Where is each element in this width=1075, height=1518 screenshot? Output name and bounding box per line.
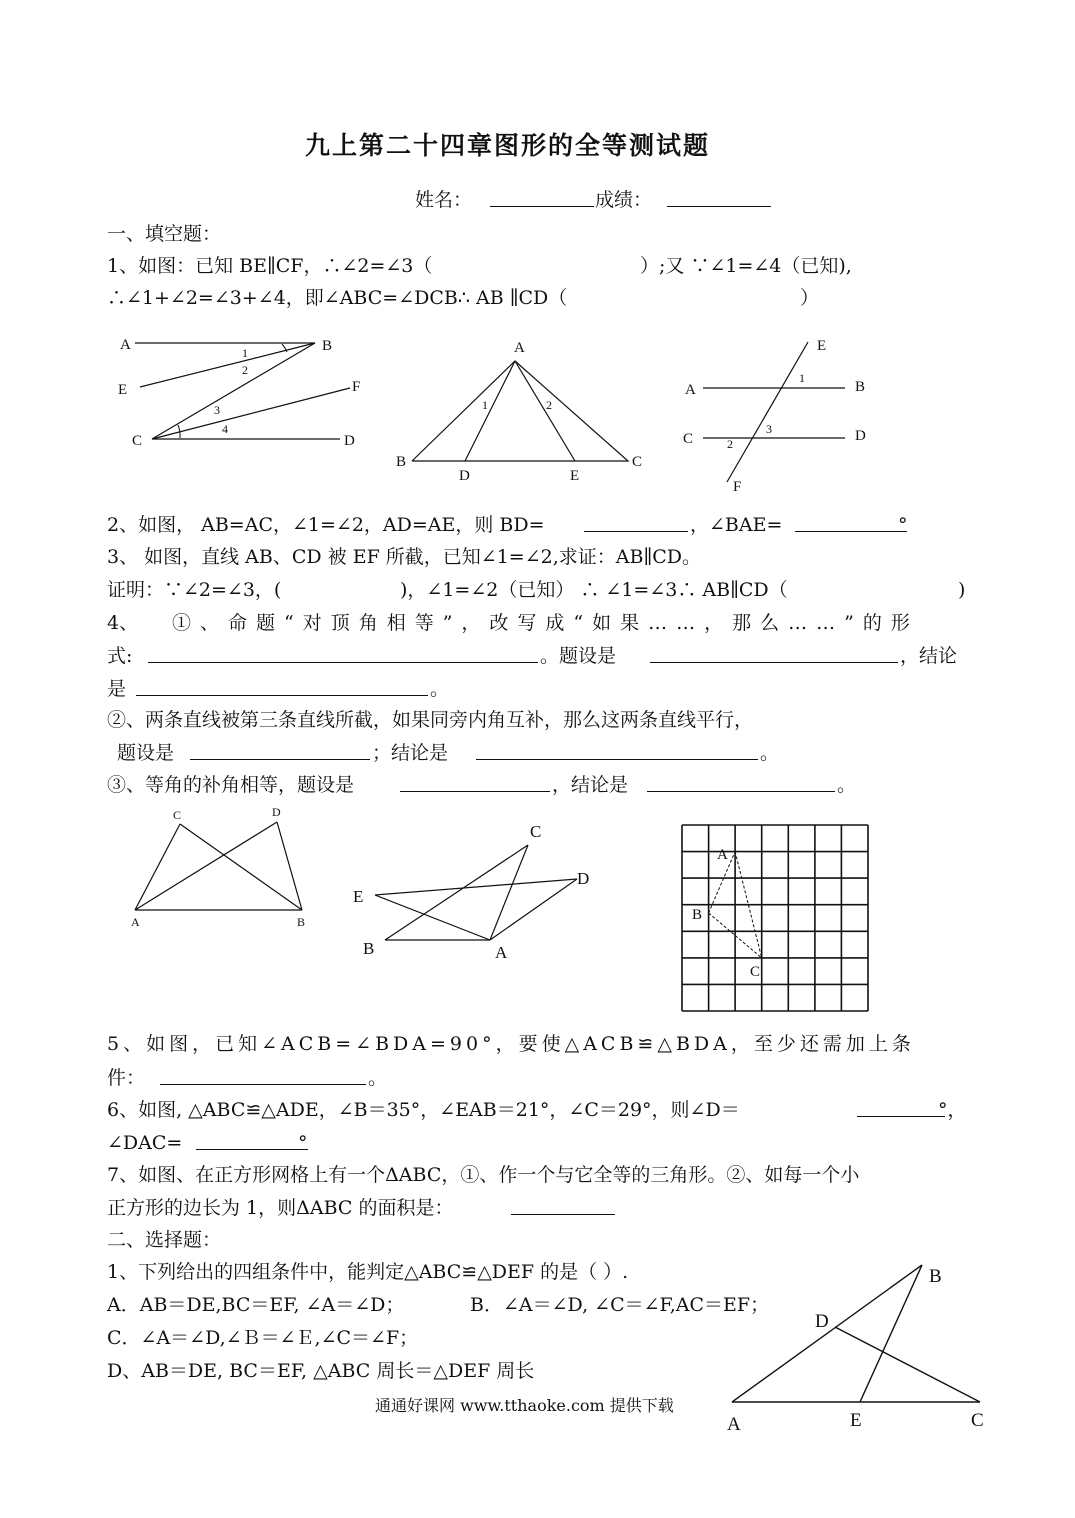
q2-bae-field[interactable] [795,513,907,538]
q4-line1: ①、命题“对顶角相等”，改写成“如果……，那么……”的形 [172,612,919,634]
fig1-angle-1: 1 [242,346,248,360]
mc1-option-a[interactable]: A．AB＝DE,BC＝EF, ∠A＝∠D； [107,1294,405,1316]
q7-line1: 7、如图、在正方形网格上有一个ΔABC，①、作一个与它全等的三角形。②、如每一个小 [107,1164,860,1186]
figure-5 [345,815,605,965]
score-label: 成绩： [595,189,653,211]
fig7-label-B: B [929,1266,942,1287]
fig1-angle-2: 2 [242,363,248,377]
fig1-angle-4: 4 [222,422,228,436]
q4-line5-c: 。 [760,742,780,764]
fig1-label-D: D [344,433,355,449]
fig1-label-A: A [120,337,131,353]
q4-3-premise-field[interactable] [400,773,550,798]
fig7-label-A: A [727,1414,741,1435]
figure-1 [100,330,370,460]
fig4-label-A: A [131,915,140,929]
figure-4 [125,800,320,935]
q4-line3-a: 是 [107,678,127,700]
q4-line2-b: 。题设是 [540,645,617,667]
q7-area-field[interactable] [511,1196,615,1221]
figure-2 [390,330,660,485]
fig2-label-B: B [396,454,407,470]
fig6-label-C: C [750,964,761,980]
fig5-label-C: C [530,822,542,841]
fig7-label-D: D [815,1311,829,1332]
name-label: 姓名： [415,189,473,211]
fig4-label-D: D [272,805,281,819]
q5-line1: 5、如图，已知∠ACB=∠BDA=90°，要使△ACB≌△BDA，至少还需加上条 [107,1033,915,1055]
q1-line2-a: ∴∠1+∠2=∠3+∠4，即∠ABC=∠DCB∴ AB ∥CD（ [107,287,568,309]
q5-line2-a: 件： [107,1067,146,1089]
q4-line2-c: ，结论 [900,645,958,667]
fig2-label-A: A [514,340,525,356]
fig5-label-D: D [577,869,590,888]
fig2-label-C: C [632,454,643,470]
figure-6 [670,815,885,1020]
q4-line5-b: ；结论是 [372,742,449,764]
q4-number: 4、 [107,612,139,634]
fig6-label-B: B [692,907,703,923]
q5-line2-b: 。 [368,1067,388,1089]
q4-premise-field[interactable] [650,644,898,669]
fig3-label-E: E [817,338,827,354]
q4-line6-b: ，结论是 [552,774,629,796]
fig7-label-C: C [971,1410,984,1431]
q2-text-a: 2、如图， AB=AC，∠1=∠2，AD=AE，则 BD= [107,514,545,536]
fig3-angle-1: 1 [799,371,805,385]
fig1-label-B: B [322,338,333,354]
grid [682,825,868,1011]
mc1-stem: 1、下列给出的四组条件中，能判定△ABC≌△DEF 的是（ ）. [107,1261,629,1283]
mc1-option-b[interactable]: B．∠A＝∠D, ∠C＝∠F,AC＝EF； [470,1294,770,1316]
q2-text-c: ° [898,514,908,536]
fig2-label-D: D [459,468,470,484]
q4-form-field[interactable] [148,644,538,669]
q1-line2-b: ） [800,287,820,309]
score-field[interactable] [667,188,771,213]
q4-line4: ②、两条直线被第三条直线所截，如果同旁内角互补，那么这两条直线平行， [107,709,754,731]
fig3-label-A: A [685,382,696,398]
q7-line2: 正方形的边长为 1，则ΔABC 的面积是： [107,1197,454,1219]
q3-proof-a: 证明：∵∠2=∠3，( [107,579,282,601]
fig2-angle-2: 2 [546,398,552,412]
fig3-label-D: D [855,428,866,444]
q6-line2-b: ° [298,1132,308,1154]
fig4-label-B: B [297,915,306,929]
footer-text: 通通好课网 www.tthaoke.com 提供下载 [375,1396,674,1415]
q4-line5-a: 题设是 [117,742,175,764]
q6-line2-a: ∠DAC= [107,1132,183,1154]
fig3-angle-3: 3 [766,422,772,436]
fig4-label-C: C [173,808,182,822]
fig5-label-B: B [363,939,375,958]
fig1-label-E: E [118,382,128,398]
q6-line1-b: °， [938,1099,967,1121]
fig6-label-A: A [717,847,728,863]
q4-2-conclusion-field[interactable] [476,741,758,766]
q2-text-b: ，∠BAE= [690,514,783,536]
q1-line1-a: 1、如图：已知 BE∥CF，∴∠2=∠3（ [107,255,433,277]
q3-proof-c: ) [958,579,966,601]
q6-angle-dac-field[interactable] [196,1131,308,1156]
fig5-label-E: E [353,887,364,906]
q4-line2-a: 式: [107,645,133,667]
fig7-label-E: E [850,1410,862,1431]
mc1-option-c[interactable]: C．∠A＝∠D,∠Ｂ＝∠Ｅ,∠C＝∠F； [107,1327,419,1349]
fig5-label-A: A [495,943,508,962]
fig3-label-F: F [733,479,742,495]
page-title: 九上第二十四章图形的全等测试题 [305,131,711,160]
q5-condition-field[interactable] [160,1066,366,1091]
q1-line1-b: ）;又 ∵∠1=∠4（已知), [640,255,852,277]
q3-line1: 3、 如图，直线 AB、CD 被 EF 所截，已知∠1=∠2,求证：AB∥CD。 [107,546,702,568]
q4-line6-a: ③、等角的补角相等，题设是 [107,774,355,796]
section-1-heading: 一、填空题： [107,223,222,245]
fig1-angle-3: 3 [214,403,220,417]
q2-bd-field[interactable] [584,513,688,538]
name-field[interactable] [490,188,594,213]
q3-proof-b: )，∠1=∠2（已知） ∴ ∠1=∠3∴ AB∥CD（ [400,579,788,601]
fig1-label-C: C [132,433,143,449]
fig2-label-E: E [570,468,580,484]
q4-line3-b: 。 [430,678,450,700]
mc1-option-d[interactable]: D、AB＝DE, BC＝EF, △ABC 周长＝△DEF 周长 [107,1360,535,1382]
q6-line1-a: 6、如图, △ABC≌△ADE，∠B＝35°，∠EAB＝21°，∠C＝29°，则∠D＝ [107,1099,740,1121]
section-2-heading: 二、选择题： [107,1229,222,1251]
figure-3 [675,330,885,500]
q4-2-premise-field[interactable] [190,741,370,766]
figure-7 [715,1255,1005,1440]
fig1-label-F: F [352,379,361,395]
q4-3-conclusion-field[interactable] [647,773,835,798]
fig3-label-C: C [683,431,694,447]
fig2-angle-1: 1 [482,398,488,412]
fig3-label-B: B [855,379,866,395]
q4-conclusion-field[interactable] [136,677,428,702]
fig3-angle-2: 2 [727,437,733,451]
q6-angle-d-field[interactable] [857,1098,945,1123]
q4-line6-c: 。 [837,774,857,796]
